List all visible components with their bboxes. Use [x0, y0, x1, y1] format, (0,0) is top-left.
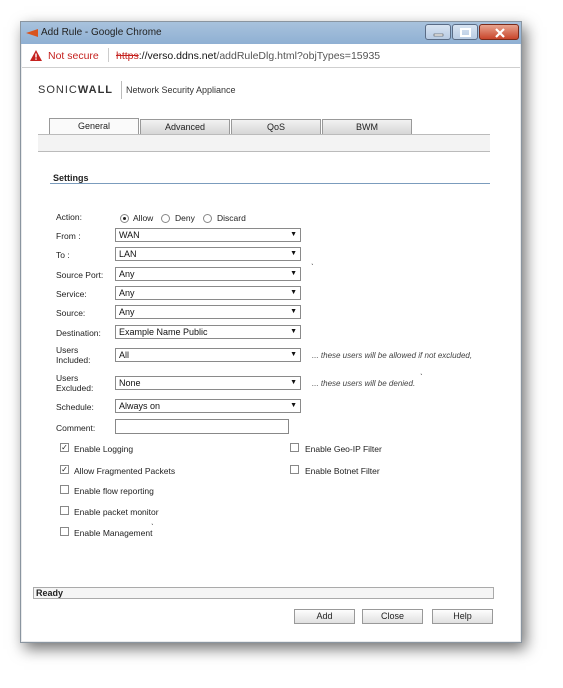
source-value: Any [119, 307, 135, 317]
enable-management-checkbox[interactable] [60, 527, 69, 536]
enable-management-label[interactable]: Enable Management [74, 528, 153, 538]
users-included-label-1: Users [56, 345, 79, 355]
users-included-label-2: Included: [56, 355, 91, 365]
users-excluded-hint: ... these users will be denied. [312, 379, 416, 388]
enable-geoip-checkbox[interactable] [290, 443, 299, 452]
from-label: From : [56, 231, 81, 241]
chrome-icon [26, 27, 38, 39]
tab-content-strip [38, 134, 490, 152]
tab-general[interactable]: General [49, 118, 139, 135]
enable-geoip-label[interactable]: Enable Geo-IP Filter [305, 444, 382, 454]
stray-mark: ˋ [420, 373, 423, 382]
close-icon [480, 25, 520, 41]
not-secure-label[interactable]: Not secure [48, 50, 99, 62]
settings-heading: Settings [53, 173, 89, 183]
logo-divider [121, 81, 122, 99]
stray-mark: ˋ [311, 263, 314, 272]
source-port-select[interactable] [115, 267, 301, 281]
source-select[interactable] [115, 305, 301, 319]
enable-logging-checkbox[interactable]: ✓ [61, 443, 68, 452]
tab-bwm[interactable]: BWM [322, 119, 412, 134]
enable-botnet-checkbox[interactable] [290, 465, 299, 474]
action-deny-radio[interactable] [161, 214, 170, 223]
action-allow-radio[interactable] [120, 214, 129, 223]
close-window-button[interactable] [479, 24, 519, 40]
users-included-value: All [119, 350, 130, 360]
users-excluded-value: None [119, 378, 141, 388]
action-deny-label[interactable]: Deny [175, 213, 195, 223]
maximize-icon [453, 25, 479, 41]
action-discard-radio[interactable] [203, 214, 212, 223]
minimize-icon [426, 25, 452, 41]
enable-logging-label[interactable]: Enable Logging [74, 444, 134, 454]
destination-value: Example Name Public [119, 327, 208, 337]
allow-fragmented-checkbox[interactable]: ✓ [61, 465, 68, 474]
chevron-down-icon: ▼ [290, 231, 297, 238]
source-label: Source: [56, 308, 86, 318]
service-label: Service: [56, 289, 87, 299]
chevron-down-icon: ▼ [290, 289, 297, 296]
users-excluded-label-2: Excluded: [56, 383, 94, 393]
action-discard-label[interactable]: Discard [217, 213, 246, 223]
url-scheme: https [116, 50, 139, 62]
status-bar [33, 587, 494, 599]
enable-packet-monitor-label[interactable]: Enable packet monitor [74, 507, 159, 517]
address-bar[interactable] [22, 44, 520, 68]
to-value: LAN [119, 249, 137, 259]
enable-flow-label[interactable]: Enable flow reporting [74, 486, 154, 496]
chevron-down-icon: ▼ [290, 308, 297, 315]
users-excluded-select[interactable] [115, 376, 301, 390]
warning-icon [30, 50, 42, 61]
to-select[interactable] [115, 247, 301, 261]
url-path: /addRuleDlg.html?objTypes=15935 [216, 50, 381, 62]
users-included-hint: ... these users will be allowed if not excluded, [312, 351, 473, 360]
chevron-down-icon: ▼ [290, 328, 297, 335]
to-label: To : [56, 250, 70, 260]
action-label: Action: [56, 212, 82, 222]
chevron-down-icon: ▼ [290, 402, 297, 409]
chevron-down-icon: ▼ [290, 270, 297, 277]
allow-fragmented-label[interactable]: Allow Fragmented Packets [74, 466, 176, 476]
maximize-button[interactable] [452, 24, 478, 40]
help-button[interactable]: Help [432, 609, 493, 624]
schedule-label: Schedule: [56, 402, 94, 412]
url-text[interactable] [116, 50, 380, 62]
logo-prefix: SONIC [38, 84, 78, 96]
enable-packet-monitor-checkbox[interactable] [60, 506, 69, 515]
users-included-select[interactable] [115, 348, 301, 362]
service-value: Any [119, 288, 135, 298]
minimize-button[interactable] [425, 24, 451, 40]
schedule-value: Always on [119, 401, 161, 411]
users-excluded-label-1: Users [56, 373, 79, 383]
add-button[interactable]: Add [294, 609, 355, 624]
schedule-select[interactable] [115, 399, 301, 413]
comment-label: Comment: [56, 423, 96, 433]
tab-qos[interactable]: QoS [231, 119, 321, 134]
logo-suffix: WALL [77, 84, 114, 96]
stray-mark: ˋ [151, 523, 154, 532]
settings-divider [50, 183, 490, 184]
chevron-down-icon: ▼ [290, 351, 297, 358]
enable-botnet-label[interactable]: Enable Botnet Filter [305, 466, 380, 476]
source-port-label: Source Port: [56, 270, 104, 280]
close-button[interactable]: Close [362, 609, 423, 624]
comment-input[interactable] [115, 419, 289, 434]
from-select[interactable] [115, 228, 301, 242]
browser-window [20, 21, 522, 643]
source-port-value: Any [119, 269, 135, 279]
chevron-down-icon: ▼ [290, 379, 297, 386]
enable-flow-checkbox[interactable] [60, 485, 69, 494]
status-text: Ready [36, 588, 64, 598]
url-host: ://verso.ddns.net [138, 50, 217, 62]
dialog-page [22, 68, 520, 641]
product-name: Network Security Appliance [126, 85, 236, 95]
address-divider [108, 48, 109, 62]
window-title: Add Rule - Google Chrome [41, 27, 162, 38]
from-value: WAN [119, 230, 140, 240]
tab-advanced[interactable]: Advanced [140, 119, 230, 134]
service-select[interactable] [115, 286, 301, 300]
chevron-down-icon: ▼ [290, 250, 297, 257]
destination-label: Destination: [56, 328, 101, 338]
title-bar[interactable] [21, 22, 521, 44]
destination-select[interactable] [115, 325, 301, 339]
action-allow-label[interactable]: Allow [133, 213, 154, 223]
sonicwall-logo [38, 84, 113, 96]
